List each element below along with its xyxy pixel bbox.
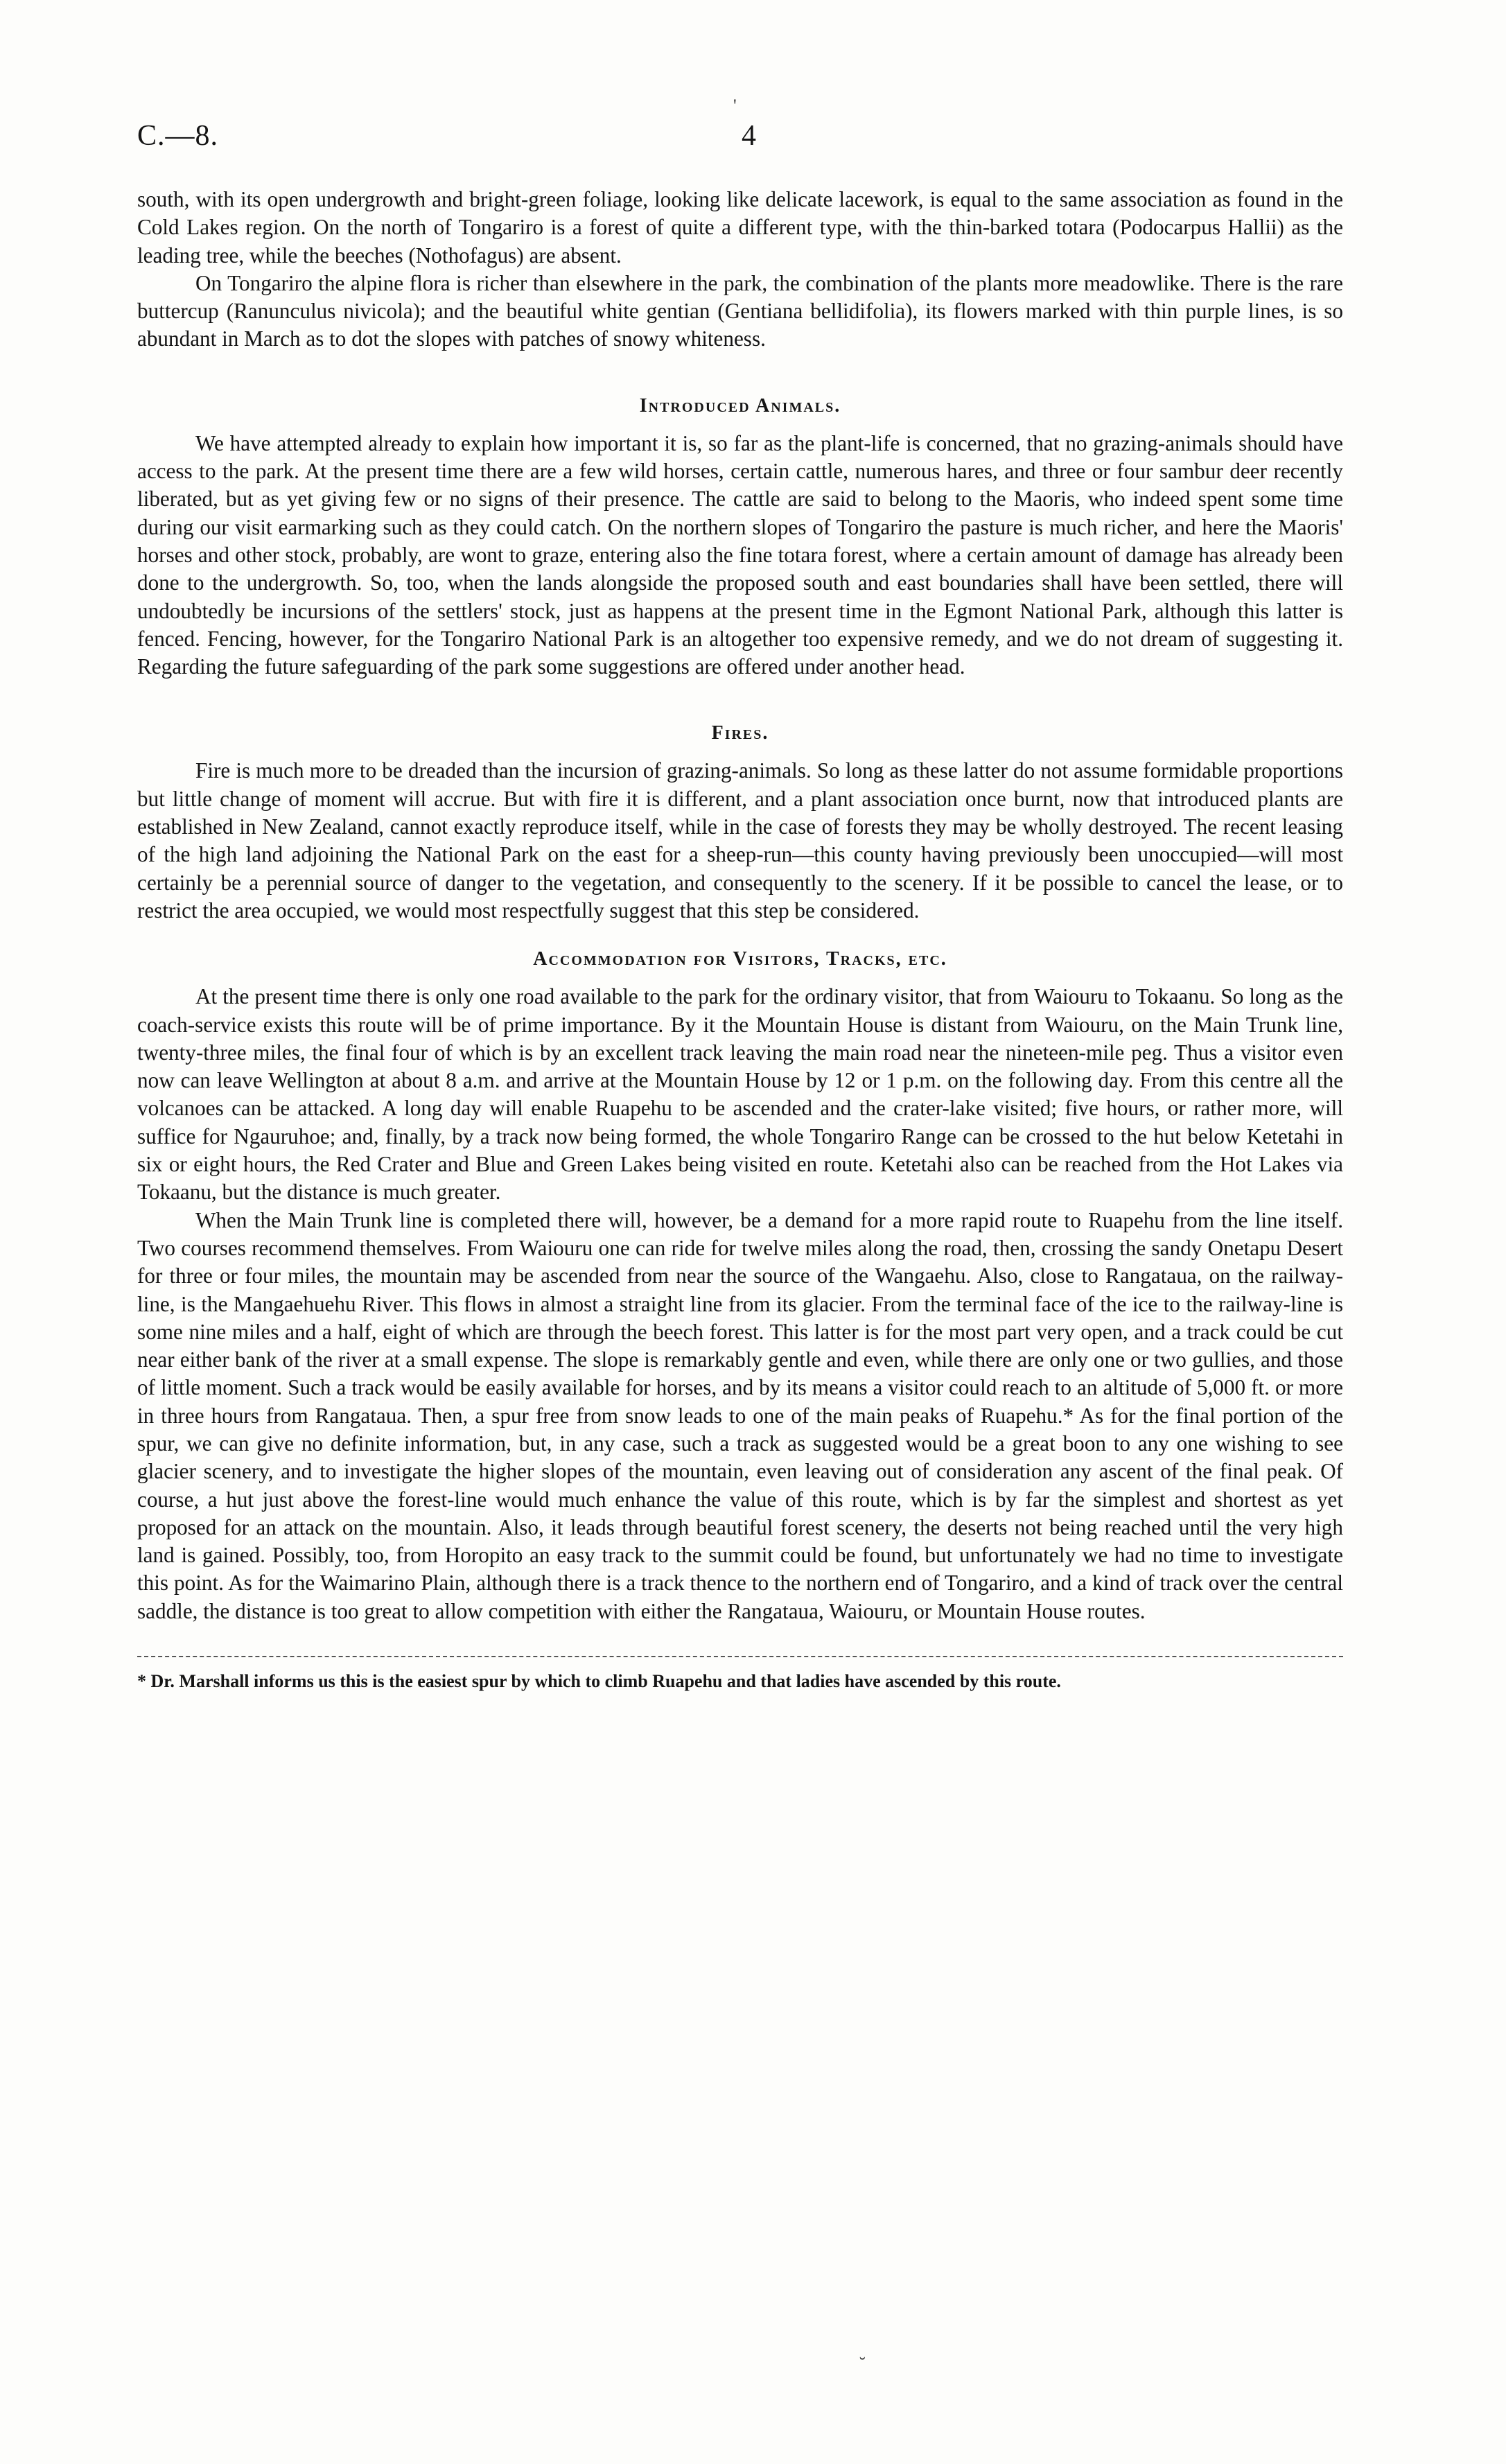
- body-paragraph: Fire is much more to be dreaded than the incursion of grazing-animals. So long as these latter do not assume formidable proportions but little change of moment will accrue. But with fire it is different, and a plant association once burnt, now that introduced plants are established in New Zealand, cannot exactly reproduce itself, while in the case of forests they may be wholly destroyed. The recent leasing of the high land adjoining the National Park on the east for a sheep-run—this county having previously been unoccupied—will most certainly be a perennial source of danger to the vegetation, and consequently to the scenery. If it be possible to cancel the lease, or to restrict the area occupied, we would most respectfully suggest that this step be considered.: [137, 758, 1343, 923]
- print-mark: ': [733, 96, 737, 116]
- document-body: [137, 186, 1343, 1693]
- section-heading-introduced-animals: Introduced Animals.: [639, 394, 841, 417]
- body-paragraph: On Tongariro the alpine flora is richer than elsewhere in the park, the combination of the plants more meadowlike. There is the rare buttercup (Ranunculus nivicola); and the beautiful white gentian (Gentiana bellidifolia), its flowers marked with thin purple lines, is so abundant in March as to dot the slopes with patches of snowy whiteness.: [137, 270, 1343, 351]
- document-reference: C.—8.: [137, 120, 219, 152]
- body-paragraph: At the present time there is only one road available to the park for the ordinary visitor, that from Waiouru to Tokaanu. So long as the coach-service exists this route will be of prime importance. By it the Mountain House is distant from Waiouru, on the Main Trunk line, twenty-three miles, the final four of which is by an excellent track leaving the main road near the nineteen-mile peg. Thus a visitor even now can leave Wellington at about 8 a.m. and arrive at the Mountain House by 12 or 1 p.m. on the following day. From this centre all the volcanoes can be attacked. A long day will enable Ruapehu to be ascended and the crater-lake visited; five hours, or rather more, will suffice for Ngauruhoe; and, finally, by a track now being formed, the whole Tongariro Range can be crossed to the hut below Ketetahi in six or eight hours, the Red Crater and Blue and Green Lakes being visited en route. Ketetahi also can be reached from the Hot Lakes via Tokaanu, but the distance is much greater.: [137, 984, 1343, 1205]
- continued-paragraph: south, with its open undergrowth and bright-green foliage, looking like delicate lacework, is equal to the same association as found in the Cold Lakes region. On the north of Tongariro is a forest of quite a different type, with the thin-barked totara (Podocarpus Hallii) as the leading tree, while the beeches (Nothofagus) are absent.: [137, 187, 1343, 268]
- section-heading-accommodation: Accommodation for Visitors, Tracks, etc.: [533, 948, 947, 970]
- footnote-divider: [137, 1656, 1343, 1657]
- body-paragraph: We have attempted already to explain how important it is, so far as the plant-life is concerned, that no grazing-animals should have access to the park. At the present time there are a few wild horses, certain cattle, numerous hares, and three or four sambur deer recently liberated, but as yet giving few or no signs of their presence. The cattle are said to belong to the Maoris, who indeed spent some time during our visit earmarking such as they could catch. On the northern slopes of Tongariro the pasture is much richer, and here the Maoris' horses and other stock, probably, are wont to graze, entering also the fine totara forest, where a certain amount of damage has already been done to the undergrowth. So, too, when the lands alongside the proposed south and east boundaries shall have been settled, there will undoubtedly be incursions of the settlers' stock, just as happens at the present time in the Egmont National Park, although this latter is fenced. Fencing, however, for the Tongariro National Park is an altogether too expensive remedy, and we do not dream of suggesting it. Regarding the future safeguarding of the park some suggestions are offered under another head.: [137, 430, 1343, 679]
- page-header: [137, 119, 1342, 161]
- page-number: 4: [742, 120, 756, 152]
- footnote: * Dr. Marshall informs us this is the easiest spur by which to climb Ruapehu and that ladies have ascended by this route.: [137, 1671, 1061, 1692]
- print-mark: ˘: [859, 2354, 866, 2374]
- section-heading-fires: Fires.: [711, 722, 769, 744]
- body-paragraph: When the Main Trunk line is completed there will, however, be a demand for a more rapid route to Ruapehu from the line itself. Two courses recommend themselves. From Waiouru one can ride for twelve miles along the road, then, crossing the sandy Onetapu Desert for three or four miles, the mountain may be ascended from near the source of the Wangaehu. Also, close to Rangataua, on the railway-line, is the Mangaehuehu River. This flows in almost a straight line from its glacier. From the terminal face of the ice to the railway-line is some nine miles and a half, eight of which are through the beech forest. This latter is for the most part very open, and a track could be cut near either bank of the river at a small expense. The slope is remarkably gentle and even, while there are only one or two gullies, and those of little moment. Such a track would be easily available for horses, and by its means a visitor could reach to an altitude of 5,000 ft. or more in three hours from Rangataua. Then, a spur free from snow leads to one of the main peaks of Ruapehu.* As for the final portion of the spur, we can give no definite information, but, in any case, such a track as suggested would be a great boon to any one wishing to see glacier scenery, and to investigate the higher slopes of the mountain, even leaving out of consideration any ascent of the final peak. Of course, a hut just above the forest-line would much enhance the value of this route, which is by far the simplest and shortest as yet proposed for an attack on the mountain. Also, it leads through beautiful forest scenery, the deserts not being reached until the very high land is gained. Possibly, too, from Horopito an easy track to the summit could be found, but unfortunately we had no time to investigate this point. As for the Waimarino Plain, although there is a track thence to the northern end of Tongariro, and a kind of track over the central saddle, the distance is too great to allow competition with either the Rangataua, Waiouru, or Mountain House routes.: [137, 1207, 1343, 1623]
